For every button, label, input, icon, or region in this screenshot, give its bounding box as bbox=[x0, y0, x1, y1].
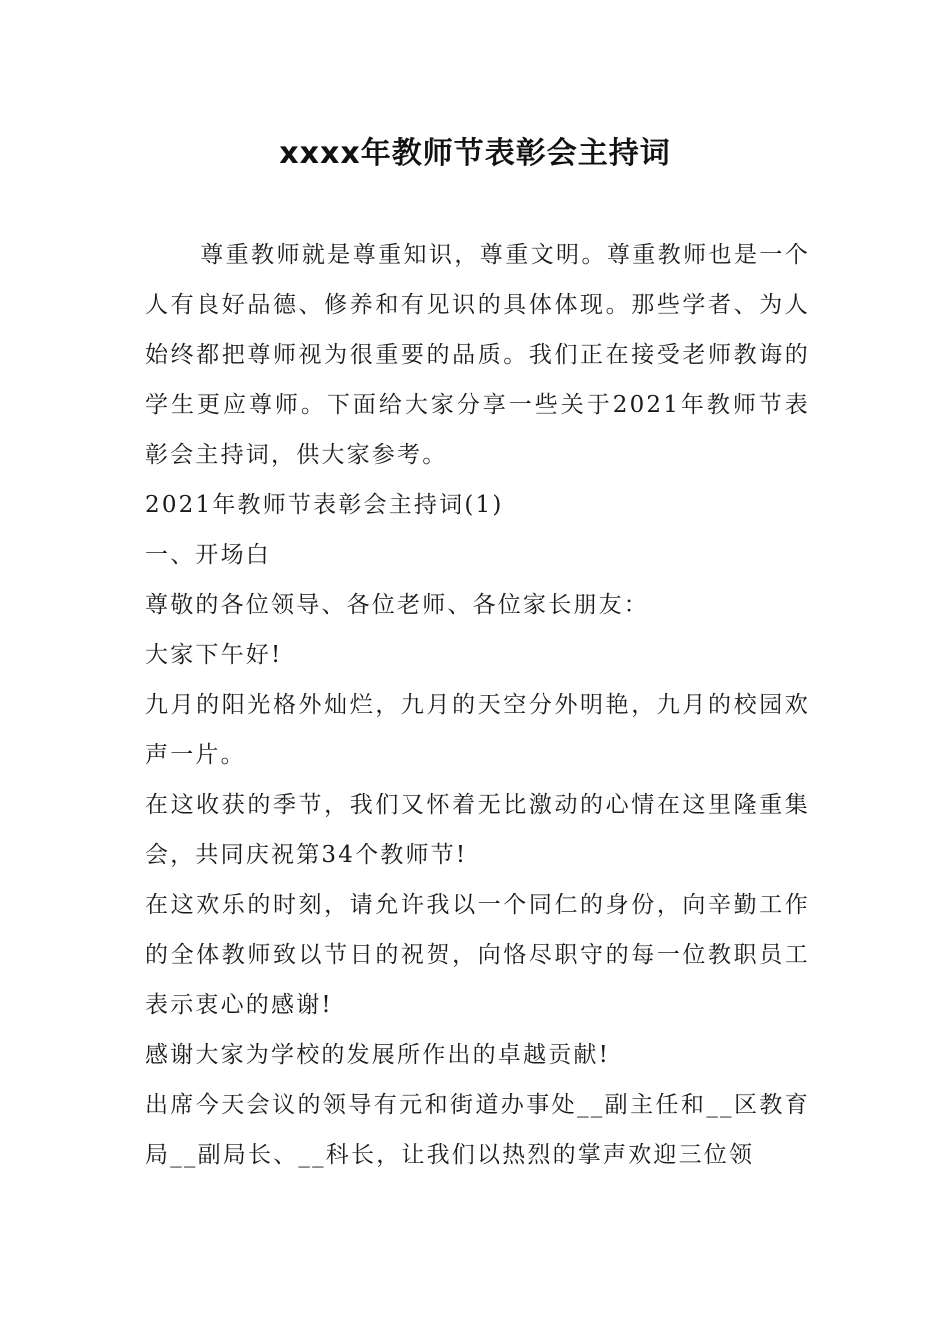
body-paragraph: 感谢大家为学校的发展所作出的卓越贡献! bbox=[145, 1042, 611, 1068]
document-body bbox=[145, 230, 810, 1180]
salutation-paragraph: 尊敬的各位领导、各位老师、各位家长朋友： bbox=[145, 592, 649, 618]
section-heading: 2021年教师节表彰会主持词(1) bbox=[145, 492, 504, 518]
intro-paragraph: 尊重教师就是尊重知识，尊重文明。尊重教师也是一个人有良好品德、修养和有见识的具体体现。那些学者、为人始终都把尊师视为很重要的品质。我们正在接受老师教诲的学生更应尊师。下面给大家分享一些关于2021年教师节表彰会主持词，供大家参考。 bbox=[145, 242, 810, 468]
body-paragraph: 九月的阳光格外灿烂，九月的天空分外明艳，九月的校园欢声一片。 bbox=[145, 692, 810, 768]
body-paragraph: 在这收获的季节，我们又怀着无比激动的心情在这里隆重集会，共同庆祝第34个教师节! bbox=[145, 792, 810, 868]
greeting-paragraph: 大家下午好! bbox=[145, 642, 283, 668]
body-paragraph: 在这欢乐的时刻，请允许我以一个同仁的身份，向辛勤工作的全体教师致以节日的祝贺，向恪尽职守的每一位教职员工表示衷心的感谢! bbox=[145, 892, 810, 1018]
body-paragraph: 出席今天会议的领导有元和街道办事处__副主任和__区教育局__副局长、__科长，让我们以热烈的掌声欢迎三位领 bbox=[145, 1092, 810, 1168]
subsection-heading: 一、开场白 bbox=[145, 542, 271, 568]
document-title: xxxx年教师节表彰会主持词 bbox=[279, 136, 671, 171]
